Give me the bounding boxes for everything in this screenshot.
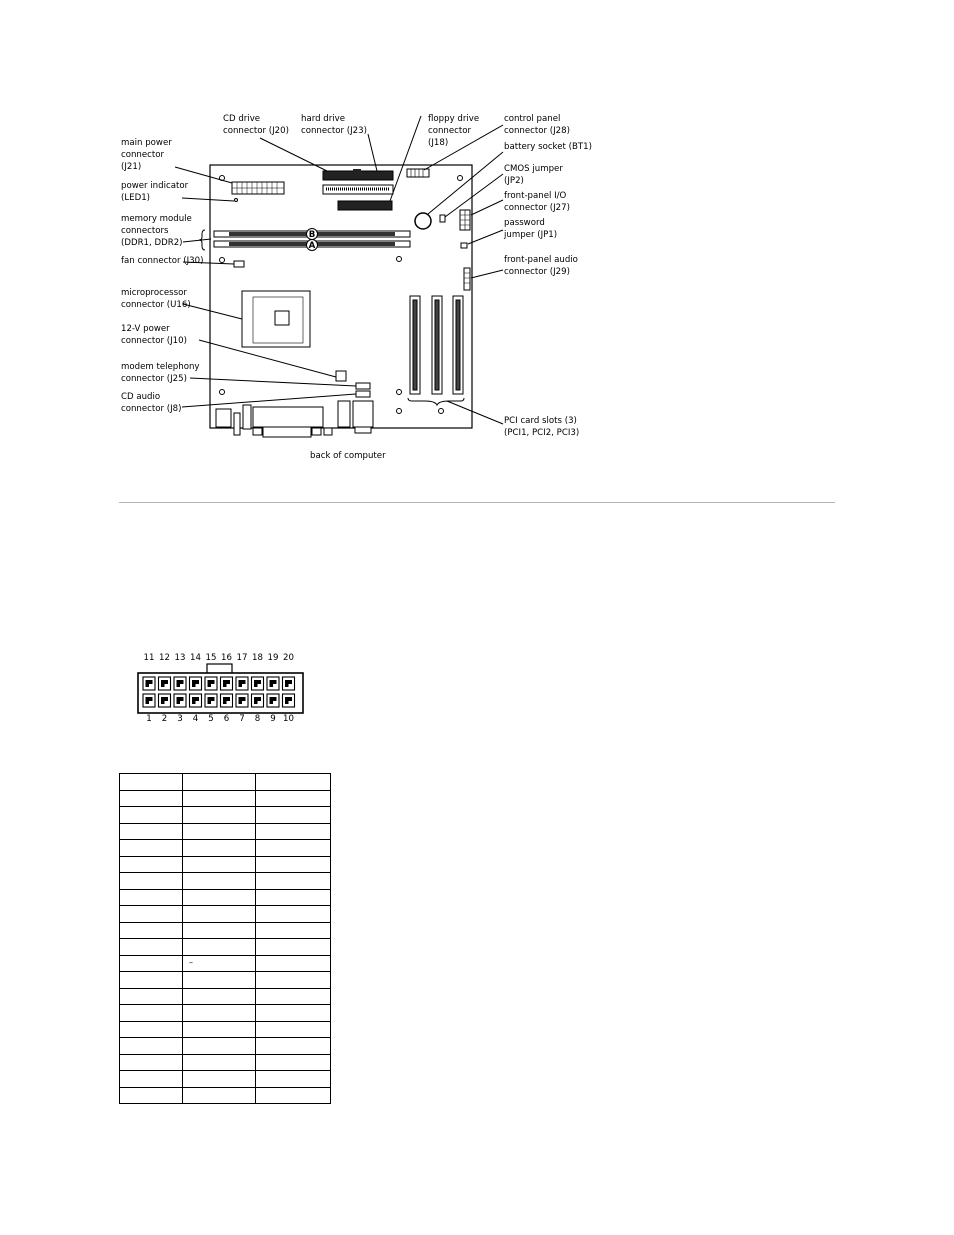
table-row — [120, 840, 331, 857]
table-cell — [183, 939, 256, 956]
label-hard-drive: hard drive connector (J23) — [301, 114, 367, 136]
table-cell — [183, 906, 256, 923]
table-cell — [120, 889, 183, 906]
table-row — [120, 939, 331, 956]
table-cell — [183, 1071, 256, 1088]
main-power-connector — [232, 182, 284, 194]
front-panel-audio-connector — [464, 268, 470, 290]
table-cell — [256, 906, 331, 923]
label-power-indicator: power indicator (LED1) — [121, 181, 189, 203]
pin-number-top: 13 — [174, 653, 186, 663]
table-cell — [256, 1071, 331, 1088]
table-cell — [120, 856, 183, 873]
table-cell — [256, 939, 331, 956]
power-12v-connector — [336, 371, 346, 381]
table-cell — [120, 823, 183, 840]
table-row — [120, 1071, 331, 1088]
dimm-letter-b: B — [308, 230, 316, 240]
table-row — [120, 873, 331, 890]
dimm-letter-a: A — [308, 241, 316, 251]
table-row — [120, 972, 331, 989]
table-cell — [256, 889, 331, 906]
table-cell — [183, 988, 256, 1005]
label-front-audio: front-panel audio connector (J29) — [504, 255, 578, 277]
table-cell — [183, 1087, 256, 1104]
table-row — [120, 1038, 331, 1055]
table-cell — [183, 1021, 256, 1038]
table-cell — [256, 790, 331, 807]
table-cell — [183, 889, 256, 906]
pin-numbers-top — [144, 653, 294, 663]
table-cell — [120, 972, 183, 989]
pin-number-top: 15 — [205, 653, 217, 663]
fan-connector — [234, 261, 244, 267]
pin-number-top: 11 — [143, 653, 155, 663]
main-power-pin-diagram — [130, 646, 310, 726]
password-jumper — [461, 243, 467, 248]
table-cell — [256, 856, 331, 873]
cd-audio-connector — [356, 391, 370, 397]
pin-assignment-table — [119, 773, 331, 1104]
table-row — [120, 955, 331, 972]
table-cell — [256, 988, 331, 1005]
label-cpu: microprocessor connector (U16) — [121, 288, 191, 310]
pin-number-top: 16 — [221, 653, 232, 663]
label-back-of-computer: back of computer — [310, 451, 386, 461]
table-cell — [120, 955, 183, 972]
table-cell — [120, 1071, 183, 1088]
pin-number-top: 20 — [283, 653, 294, 663]
table-cell — [120, 988, 183, 1005]
table-row — [120, 988, 331, 1005]
pin-number-bottom: 3 — [177, 714, 183, 724]
table-row — [120, 856, 331, 873]
table-cell — [183, 840, 256, 857]
table-cell — [256, 1021, 331, 1038]
table-cell — [256, 807, 331, 824]
pci-slots — [410, 296, 463, 394]
hard-drive-ide-connector — [323, 185, 393, 194]
label-front-io: front-panel I/O connector (J27) — [504, 191, 570, 213]
table-cell: – — [183, 955, 256, 972]
table-cell — [120, 840, 183, 857]
pin-number-top: 19 — [267, 653, 279, 663]
label-cd-audio: CD audio connector (J8) — [121, 392, 182, 414]
label-memory: memory module connectors (DDR1, DDR2) — [121, 214, 192, 248]
table-cell — [120, 939, 183, 956]
pin-number-top: 17 — [236, 653, 248, 663]
label-cmos: CMOS jumper (JP2) — [504, 164, 563, 186]
microprocessor-socket — [242, 291, 310, 347]
label-cd-drive: CD drive connector (J20) — [223, 114, 289, 136]
pin-number-bottom: 6 — [223, 714, 230, 724]
table-cell — [256, 1087, 331, 1104]
pin-number-bottom: 5 — [208, 714, 214, 724]
label-pci: PCI card slots (3) (PCI1, PCI2, PCI3) — [504, 416, 580, 438]
table-cell — [120, 807, 183, 824]
pin-number-bottom: 4 — [192, 714, 199, 724]
table-cell — [256, 873, 331, 890]
cmos-jumper — [440, 215, 445, 222]
label-modem: modem telephony connector (J25) — [121, 362, 200, 384]
table-cell — [256, 774, 331, 791]
table-cell — [256, 1038, 331, 1055]
table-cell — [256, 922, 331, 939]
table-cell — [120, 774, 183, 791]
table-cell — [183, 922, 256, 939]
label-password: password jumper (JP1) — [504, 218, 558, 240]
power-indicator-led — [235, 199, 238, 202]
table-cell — [183, 823, 256, 840]
table-row — [120, 922, 331, 939]
table-cell — [256, 1005, 331, 1022]
table-cell — [183, 1054, 256, 1071]
table-cell — [120, 1087, 183, 1104]
table-cell — [183, 1005, 256, 1022]
table-cell — [183, 774, 256, 791]
table-cell — [183, 873, 256, 890]
pin-number-bottom: 1 — [146, 714, 152, 724]
table-cell — [256, 972, 331, 989]
control-panel-connector — [407, 169, 429, 177]
front-panel-io-connector — [460, 210, 470, 230]
table-cell — [256, 955, 331, 972]
table-row — [120, 807, 331, 824]
pin-number-bottom: 8 — [254, 714, 261, 724]
modem-telephony-connector — [356, 383, 370, 389]
table-cell — [120, 1021, 183, 1038]
pin-number-bottom: 10 — [283, 714, 294, 724]
table-row — [120, 1021, 331, 1038]
pin-number-top: 14 — [190, 653, 201, 663]
section-divider — [119, 502, 835, 503]
pin-numbers-bottom — [146, 714, 294, 724]
table-cell — [183, 807, 256, 824]
label-floppy: floppy drive connector (J18) — [428, 114, 480, 148]
table-cell — [120, 922, 183, 939]
table-cell — [256, 1054, 331, 1071]
table-row — [120, 889, 331, 906]
table-cell — [183, 1038, 256, 1055]
table-row — [120, 774, 331, 791]
table-row — [120, 906, 331, 923]
pin-number-bottom: 9 — [270, 714, 276, 724]
table-cell — [120, 1038, 183, 1055]
floppy-connector — [338, 201, 392, 210]
table-cell — [256, 823, 331, 840]
pin-number-top: 12 — [159, 653, 170, 663]
label-fan: fan connector (J30) — [121, 256, 204, 266]
table-cell — [183, 790, 256, 807]
table-row — [120, 823, 331, 840]
table-cell — [183, 972, 256, 989]
system-board-diagram — [0, 0, 954, 500]
table-cell — [120, 906, 183, 923]
back-panel-ports — [216, 401, 373, 437]
label-main-power: main power connector (J21) — [121, 138, 172, 172]
table-cell — [183, 856, 256, 873]
pin-number-bottom: 7 — [239, 714, 245, 724]
pin-number-top: 18 — [252, 653, 263, 663]
label-battery: battery socket (BT1) — [504, 142, 592, 152]
table-row — [120, 790, 331, 807]
table-cell — [120, 1005, 183, 1022]
table-cell — [120, 873, 183, 890]
battery-socket — [415, 213, 431, 229]
table-cell — [120, 790, 183, 807]
label-12v-power: 12-V power connector (J10) — [121, 324, 187, 346]
table-cell — [256, 840, 331, 857]
table-row — [120, 1005, 331, 1022]
table-cell — [120, 1054, 183, 1071]
label-control-panel: control panel connector (J28) — [504, 114, 570, 136]
pci-brace — [408, 398, 464, 405]
table-row — [120, 1087, 331, 1104]
cd-drive-ide-connector — [323, 169, 393, 180]
table-row — [120, 1054, 331, 1071]
pin-number-bottom: 2 — [161, 714, 168, 724]
